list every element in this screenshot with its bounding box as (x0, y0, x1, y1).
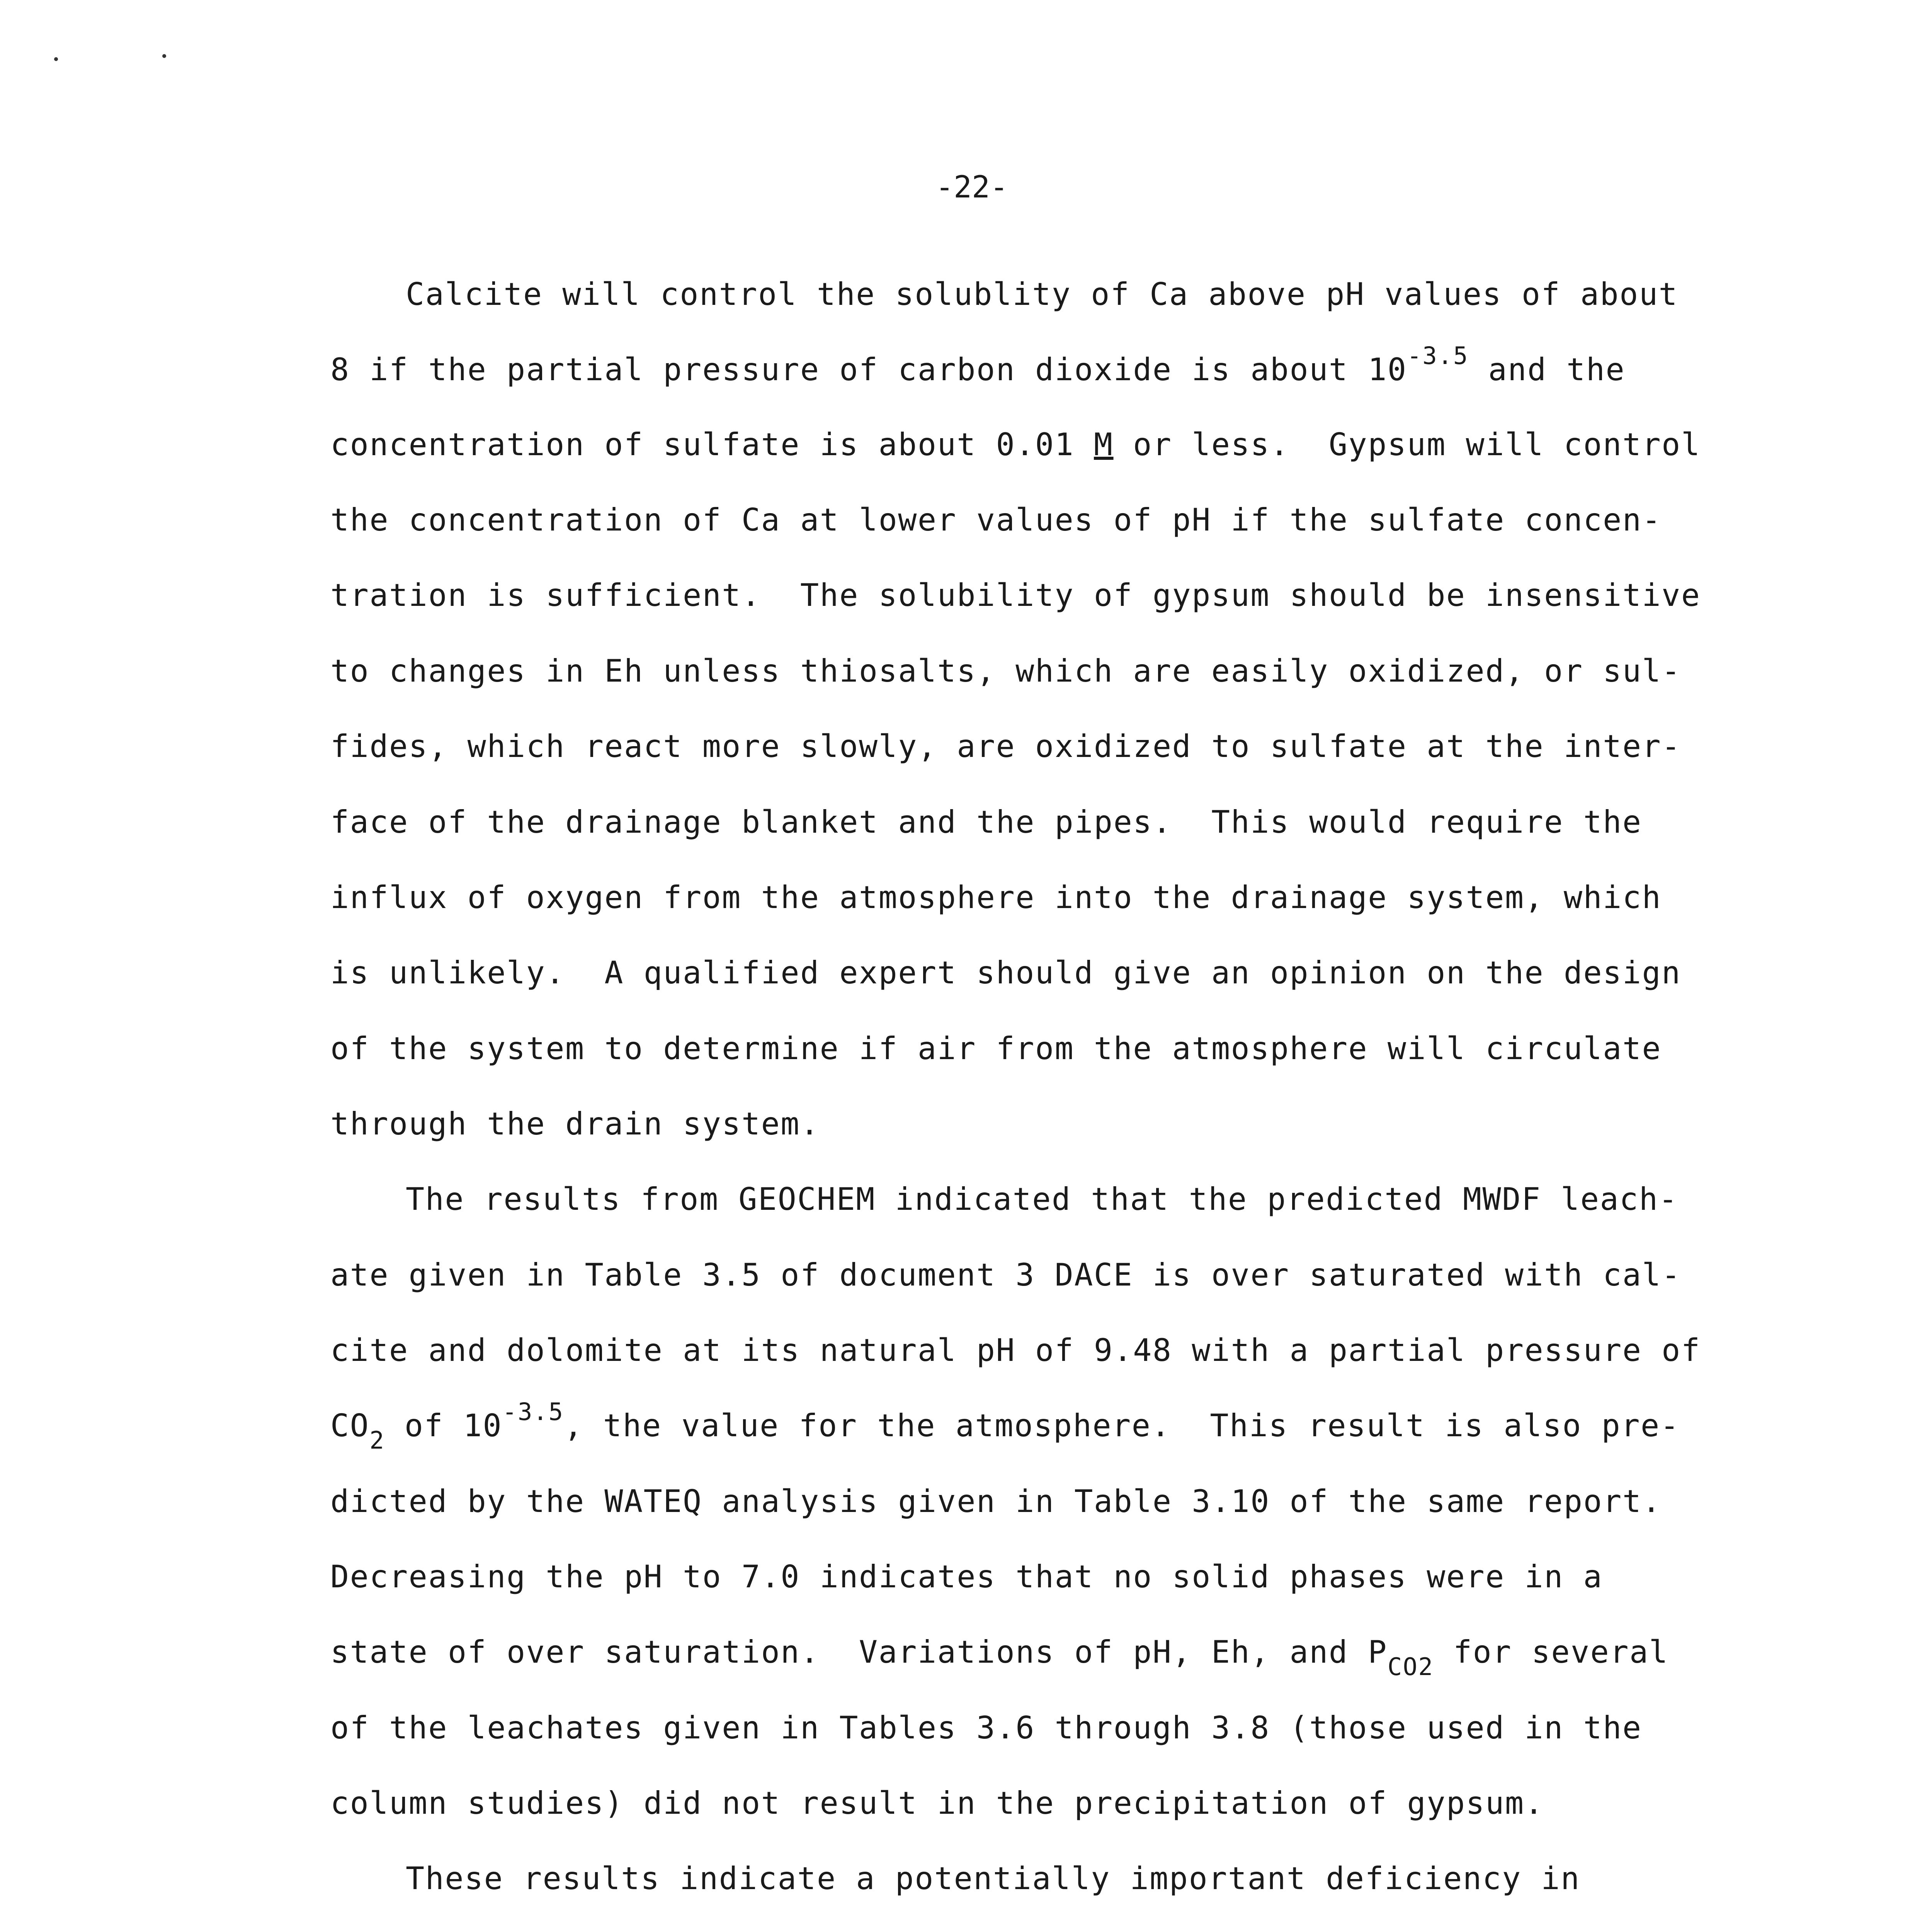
text-line: $CO_2$ of $10^{-3.5}$, the value for the atmosphere. This result is also pre- (330, 1398, 1680, 1454)
subscript: CO2 (1387, 1653, 1434, 1681)
text-line: face of the drainage blanket and the pipes. This would require the (330, 804, 1642, 840)
scan-speck (162, 54, 166, 58)
text-line: These results indicate a potentially important deficiency in (406, 1861, 1580, 1896)
text-line: tration is sufficient. The solubility of gypsum should be insensitive (330, 577, 1701, 613)
text-line: column studies) did not result in the precipitation of gypsum. (330, 1785, 1544, 1821)
text-line: influx of oxygen from the atmosphere into the drainage system, which (330, 879, 1662, 915)
text-line: of the system to determine if air from the atmosphere will circulate (330, 1031, 1662, 1066)
superscript: -3.5 (502, 1398, 564, 1426)
superscript: -3.5 (1407, 342, 1469, 370)
text-line: The results from GEOCHEM indicated that the predicted MWDF leach- (406, 1181, 1679, 1217)
molarity-symbol: M (1094, 427, 1114, 463)
text-line: Calcite will control the solublity of Ca above pH values of about (406, 276, 1679, 312)
text-line: Decreasing the pH to 7.0 indicates that no solid phases were in a (330, 1559, 1603, 1595)
scan-speck (54, 57, 58, 61)
text-line: to changes in Eh unless thiosalts, which are easily oxidized, or sul- (330, 653, 1681, 689)
text-line: fides, which react more slowly, are oxidized to sulfate at the inter- (330, 728, 1681, 764)
page-number: -22- (935, 170, 1008, 205)
text-line: through the drain system. (330, 1106, 820, 1142)
text-line: of the leachates given in Tables 3.6 through 3.8 (those used in the (330, 1710, 1642, 1746)
text-line: is unlikely. A qualified expert should give an opinion on the design (330, 955, 1681, 991)
text-line: 8 if the partial pressure of carbon dioxide is about $10^{-3.5}$ and the (330, 342, 1626, 388)
text-line: cite and dolomite at its natural pH of 9.48 with a partial pressure of (330, 1332, 1701, 1368)
text-line: concentration of sulfate is about 0.01 M or less. Gypsum will control (330, 427, 1701, 463)
text-line: the concentration of Ca at lower values of pH if the sulfate concen- (330, 502, 1662, 538)
text-line: state of over saturation. Variations of pH, Eh, and $P_{CO2}$ for several (330, 1634, 1669, 1681)
text-line: ate given in Table 3.5 of document 3 DACE is over saturated with cal- (330, 1257, 1681, 1293)
subscript: 2 (369, 1426, 385, 1454)
text-line: dicted by the WATEQ analysis given in Table 3.10 of the same report. (330, 1483, 1662, 1519)
